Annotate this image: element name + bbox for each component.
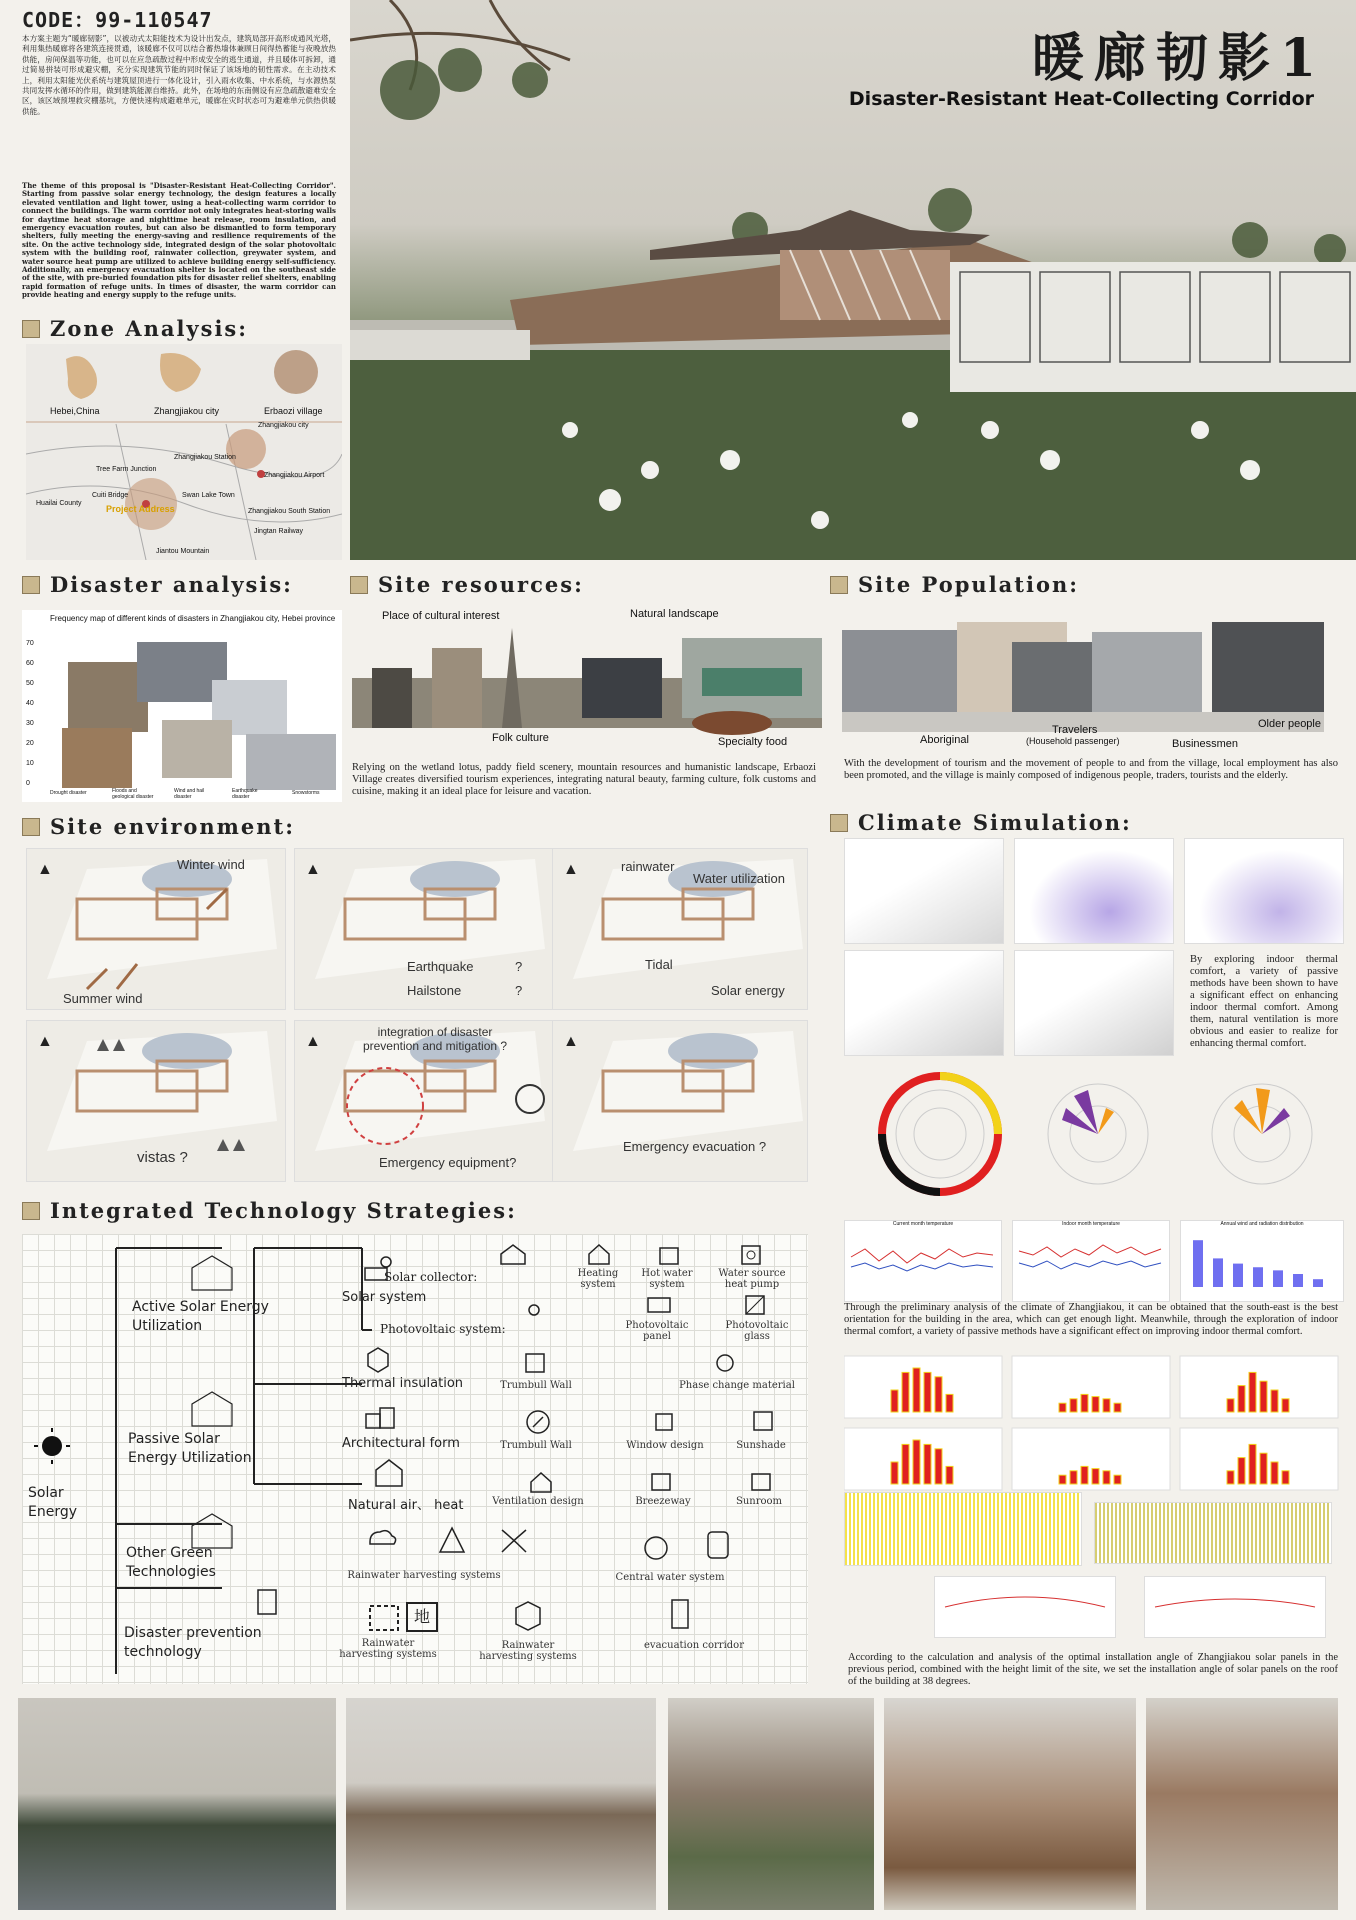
tree-icon bbox=[432, 1524, 472, 1558]
y-tick: 40 bbox=[26, 700, 34, 707]
monthly-bar bbox=[1282, 1471, 1289, 1484]
monthly-bar bbox=[1103, 1471, 1110, 1484]
breezeway-icon bbox=[648, 1470, 674, 1494]
wind-rose-graphic bbox=[844, 1068, 1344, 1202]
disaster-frequency-chart bbox=[22, 610, 342, 802]
label-question: ? bbox=[515, 983, 523, 998]
window-cube-icon bbox=[650, 1408, 678, 1436]
monthly-bar bbox=[946, 1466, 953, 1484]
monthly-bar bbox=[1260, 1453, 1267, 1484]
monthly-bar bbox=[902, 1372, 909, 1412]
angle-line bbox=[1145, 1577, 1325, 1637]
monthly-bar bbox=[1103, 1399, 1110, 1412]
indoor-line-chart bbox=[1012, 1220, 1170, 1302]
site-plan-graphic bbox=[27, 849, 285, 1009]
map-place: Swan Lake Town bbox=[182, 492, 235, 499]
map-project-address: Project Address bbox=[106, 504, 175, 514]
y-tick: 10 bbox=[26, 760, 34, 767]
climate-text-2: Through the preliminary analysis of the climate of Zhangjiakou, it can be obtained that the south-east is the best orientation for the building in the area, which can get enough light. Meanwhile, through the exploration of indoor thermal comfort, a variety of passive methods have a significant effect on improving indoor thermal comfort. bbox=[844, 1302, 1338, 1337]
label-aboriginal: Aboriginal bbox=[920, 734, 969, 746]
angle-line bbox=[935, 1577, 1115, 1637]
map-label-hebei: Hebei,China bbox=[50, 406, 100, 416]
item-phase-change: Phase change material bbox=[679, 1380, 795, 1391]
chart-title: Indoor month temperature bbox=[1062, 1221, 1120, 1227]
label-tidal: Tidal bbox=[645, 957, 673, 972]
phase-change-icon bbox=[712, 1350, 738, 1376]
frame-icon bbox=[366, 1602, 402, 1634]
north-arrow-icon: ▲ bbox=[37, 1033, 53, 1050]
label-folk-culture: Folk culture bbox=[492, 732, 549, 744]
monthly-bar-charts bbox=[844, 1354, 1344, 1494]
radiation-bar bbox=[1253, 1267, 1263, 1287]
radiation-bar-chart bbox=[1180, 1220, 1344, 1302]
item-ventilation-design: Ventilation design bbox=[492, 1496, 584, 1507]
y-tick: 30 bbox=[26, 720, 34, 727]
category-label: Wind and hail disaster bbox=[174, 788, 205, 800]
env-panel-wind bbox=[26, 848, 286, 1010]
env-panel-disaster-integration bbox=[294, 1020, 554, 1182]
item-photovoltaic-glass: Photovoltaic glass bbox=[725, 1320, 789, 1342]
monthly-chart-frame bbox=[1012, 1428, 1170, 1490]
monthly-chart-frame bbox=[1180, 1428, 1338, 1490]
label-thermal-insulation: Thermal insulation bbox=[342, 1376, 464, 1391]
angle-chart bbox=[1144, 1576, 1326, 1638]
tech-root-label: Solar Energy bbox=[28, 1485, 78, 1520]
item-window-design: Window design bbox=[626, 1440, 704, 1451]
label-vistas: vistas ? bbox=[137, 1149, 188, 1166]
item-breezeway: Breezeway bbox=[635, 1496, 691, 1507]
hourly-radiation-chart bbox=[844, 1492, 1082, 1566]
monthly-bar bbox=[1260, 1381, 1267, 1412]
psychro-chart bbox=[1014, 950, 1174, 1056]
sunroom-icon bbox=[748, 1470, 774, 1494]
architecture-blocks-icon bbox=[362, 1400, 402, 1434]
item-sunshade: Sunshade bbox=[736, 1440, 786, 1451]
rendering-corridor bbox=[884, 1698, 1136, 1910]
label-travelers: Travelers bbox=[1052, 724, 1098, 736]
monthly-bar bbox=[1114, 1475, 1121, 1484]
intro-english: The theme of this proposal is "Disaster-Resistant Heat-Collecting Corridor". Starting from passive solar energy technology, the design features a locally elevated ventilation and light tower, using a heat-collecting warm corridor to connect the buildings. The warm corridor not only integrates heat-storing walls for daytime heat storage and nighttime heat release, room insulation, and emergency evacuation routes, but can also be dismantled to form temporary shelters, fully meeting the energy-saving and resilience requirements of the site. On the active technology side, integrated design of the solar photovoltaic system with the building roof, rainwater collection, greywater system, and water source heat pump are utilized to achieve building energy self-sufficiency. Additionally, an emergency evacuation shelter is located on the southeast side of the site, with pre-buried foundation pits for disaster relief shelters, enabling rapid formation of refuge units. In times of disaster, the warm corridor can provide heating and energy supply to the refuge units. bbox=[22, 181, 336, 300]
section-site-resources bbox=[350, 572, 584, 597]
map-place: Zhangjiakou Station bbox=[174, 454, 236, 461]
rain-cloud-icon bbox=[362, 1524, 402, 1558]
monthly-chart-frame bbox=[844, 1356, 1002, 1418]
rendering-detail bbox=[1146, 1698, 1338, 1910]
pv-panel-icon bbox=[644, 1292, 674, 1316]
north-arrow-icon: ▲ bbox=[305, 1033, 321, 1050]
section-zone-analysis bbox=[22, 316, 248, 341]
population-caption: With the development of tourism and the movement of people to and from the village, local employment has also been promoted, and the village is mainly composed of indigenous people, traders, tourists and the elderly. bbox=[844, 758, 1338, 781]
monthly-bar bbox=[1092, 1469, 1099, 1484]
env-panel-evacuation bbox=[552, 1020, 808, 1182]
heat-pump-icon bbox=[738, 1242, 764, 1266]
monthly-bar bbox=[924, 1372, 931, 1412]
monthly-bar bbox=[1249, 1444, 1256, 1484]
monthly-bar bbox=[902, 1444, 909, 1484]
section-title: Site Population: bbox=[858, 572, 1079, 597]
chart-title: Frequency map of different kinds of disasters in Zhangjiakou city, Hebei province bbox=[50, 614, 336, 623]
map-place: Cuiti Bridge bbox=[92, 492, 129, 499]
photo-storm bbox=[246, 734, 336, 790]
line-graphic bbox=[1013, 1227, 1169, 1287]
item-rainwater-harvesting: Rainwater harvesting systems bbox=[347, 1570, 501, 1581]
monthly-bar bbox=[913, 1440, 920, 1484]
radiation-bar bbox=[1233, 1264, 1243, 1287]
psychro-chart bbox=[844, 950, 1004, 1056]
env-panel-water bbox=[552, 848, 808, 1010]
label-household-passenger: (Household passenger) bbox=[1026, 736, 1120, 746]
radiation-bar bbox=[1273, 1270, 1283, 1287]
y-axis-ticks bbox=[26, 640, 46, 790]
category-label: Earthquake disaster bbox=[232, 788, 258, 800]
label-businessmen: Businessmen bbox=[1172, 738, 1239, 750]
natural-ventilation-house-icon bbox=[372, 1456, 406, 1490]
item-photovoltaic-panel: Photovoltaic panel bbox=[625, 1320, 689, 1342]
item-hot-water-system: Hot water system bbox=[641, 1268, 693, 1290]
north-arrow-icon: ▲ bbox=[563, 861, 579, 878]
monthly-bar bbox=[891, 1462, 898, 1484]
section-site-environment bbox=[22, 814, 295, 839]
trumbull-wall-icon bbox=[522, 1350, 548, 1376]
hot-water-icon bbox=[656, 1242, 682, 1266]
label-specialty-food: Specialty food bbox=[718, 736, 788, 748]
monthly-chart-frame bbox=[1012, 1356, 1170, 1418]
document-shield-icon bbox=[252, 1586, 284, 1620]
item-rainwater-harvesting: Rainwater harvesting systems bbox=[479, 1640, 577, 1662]
monthly-chart-frame bbox=[844, 1428, 1002, 1490]
map-label-zhangjiakou: Zhangjiakou city bbox=[154, 406, 220, 416]
item-central-water: Central water system bbox=[615, 1572, 725, 1583]
label-earthquake: Earthquake bbox=[407, 959, 474, 974]
map-place: Zhangjiakou city bbox=[258, 422, 309, 429]
photo-cracked-earth bbox=[62, 728, 132, 788]
label-natural-landscape: Natural landscape bbox=[630, 608, 719, 620]
item-trumbull-wall: Trumbull Wall bbox=[500, 1440, 572, 1451]
label-solar-energy: Solar energy bbox=[711, 983, 785, 998]
category-label: Floods and geological disaster bbox=[112, 788, 154, 800]
psychro-chart bbox=[844, 838, 1004, 944]
section-site-population bbox=[830, 572, 1079, 597]
item-trumbull-wall: Trumbull Wall bbox=[500, 1380, 572, 1391]
section-disaster-analysis bbox=[22, 572, 293, 597]
monthly-bar bbox=[1070, 1471, 1077, 1484]
monthly-chart-frame bbox=[1180, 1356, 1338, 1418]
hourly-charts bbox=[844, 1488, 1344, 1568]
sun-icon bbox=[522, 1298, 546, 1322]
section-title: Site resources: bbox=[378, 572, 584, 597]
label-architectural-form: Architectural form bbox=[342, 1436, 460, 1451]
monthly-bar bbox=[1227, 1399, 1234, 1412]
pv-glass-icon bbox=[742, 1292, 768, 1318]
rendering-aerial bbox=[346, 1698, 656, 1910]
chart-title: Current month temperature bbox=[892, 1221, 954, 1227]
monthly-bar bbox=[1059, 1475, 1066, 1484]
tech-branch-green: Other Green Technologies bbox=[126, 1545, 216, 1580]
section-title: Zone Analysis: bbox=[50, 316, 248, 341]
monthly-bar bbox=[1238, 1458, 1245, 1484]
resources-caption: Relying on the wetland lotus, paddy field scenery, mountain resources and humanistic landscape, Erbaozi Village creates diversified tourism experiences, integrating natural beauty, farming culture, folk customs and cuisine, making it an ideal place for leisure and vacation. bbox=[352, 762, 816, 797]
monthly-bar bbox=[1238, 1386, 1245, 1412]
map-place: Zhangjiakou South Station bbox=[248, 508, 331, 515]
label-cultural-interest: Place of cultural interest bbox=[382, 610, 500, 622]
angle-charts bbox=[844, 1576, 1344, 1640]
compass-icon bbox=[524, 1408, 552, 1436]
ground-glyph-icon: 地 bbox=[406, 1602, 438, 1632]
radiation-bar bbox=[1193, 1240, 1203, 1287]
title-chinese: 暖廊韧影1 bbox=[1031, 28, 1326, 89]
tech-branch-active: Active Solar Energy Utilization bbox=[132, 1299, 269, 1334]
wind-rose-charts bbox=[844, 1068, 1344, 1202]
hourly-radiation-chart bbox=[1094, 1502, 1332, 1564]
north-arrow-icon: ▲ bbox=[305, 861, 321, 878]
item-sunroom: Sunroom bbox=[735, 1496, 783, 1507]
monthly-bar bbox=[935, 1449, 942, 1484]
climate-text-1: By exploring indoor thermal comfort, a variety of passive methods have been shown to have a significant effect on enhancing indoor thermal comfort. Among them, natural ventilation is more obvious and easier to realize for enhancing thermal comfort. bbox=[1190, 954, 1338, 1049]
monthly-bar bbox=[1227, 1471, 1234, 1484]
photo-earthquake bbox=[162, 720, 232, 778]
solar-house-icon bbox=[498, 1242, 528, 1266]
label-water-utilization: Water utilization bbox=[693, 871, 785, 886]
section-title: Integrated Technology Strategies: bbox=[50, 1198, 517, 1223]
label-rainwater: rainwater bbox=[621, 859, 675, 874]
item-water-source-heat-pump: Water source heat pump bbox=[718, 1268, 786, 1290]
monthly-bar bbox=[935, 1377, 942, 1412]
y-tick: 70 bbox=[26, 640, 34, 647]
section-integrated-tech bbox=[22, 1198, 517, 1223]
line-graphic bbox=[845, 1227, 1001, 1287]
section-title: Disaster analysis: bbox=[50, 572, 293, 597]
ventilation-icon bbox=[528, 1470, 554, 1494]
label-winter-wind: Winter wind bbox=[177, 857, 245, 872]
monthly-bar bbox=[1114, 1403, 1121, 1412]
section-climate-simulation bbox=[830, 810, 1132, 835]
monthly-bar bbox=[1092, 1397, 1099, 1412]
y-tick: 0 bbox=[26, 780, 30, 787]
dna-icon bbox=[494, 1524, 534, 1558]
psychro-chart bbox=[1014, 838, 1174, 944]
water-drop-icon bbox=[640, 1532, 672, 1564]
tech-branch-disaster: Disaster prevention technology bbox=[124, 1625, 262, 1660]
psychro-chart bbox=[1184, 838, 1344, 944]
monthly-bars-graphic bbox=[844, 1354, 1344, 1494]
map-place: Zhangjiakou Airport bbox=[264, 472, 325, 479]
monthly-bar bbox=[1081, 1466, 1088, 1484]
insulation-cubes-icon bbox=[362, 1340, 402, 1374]
monthly-bar bbox=[1059, 1403, 1066, 1412]
y-tick: 20 bbox=[26, 740, 34, 747]
map-label-erbaozi: Erbaozi village bbox=[264, 406, 323, 416]
label-natural-air-heat: Natural air、 heat bbox=[348, 1498, 464, 1513]
site-plan-graphic bbox=[553, 1021, 807, 1181]
category-label: Snowstorms bbox=[292, 790, 320, 796]
zone-maps bbox=[26, 344, 342, 560]
radiation-bar bbox=[1293, 1274, 1303, 1287]
label-older-people: Older people bbox=[1258, 718, 1321, 730]
y-tick: 60 bbox=[26, 660, 34, 667]
radiation-bar bbox=[1213, 1258, 1223, 1287]
map-place: Huailai County bbox=[36, 500, 82, 507]
label-summer-wind: Summer wind bbox=[63, 991, 143, 1006]
bar-graphic bbox=[1181, 1227, 1343, 1293]
project-code: CODE：99-110547 bbox=[22, 8, 213, 32]
angle-chart bbox=[934, 1576, 1116, 1638]
label-question: ? bbox=[515, 959, 523, 974]
chart-title: Annual wind and radiation distribution bbox=[1220, 1221, 1304, 1227]
label-emergency-equipment: Emergency equipment? bbox=[379, 1155, 517, 1170]
monthly-bar bbox=[1271, 1462, 1278, 1484]
section-title: Site environment: bbox=[50, 814, 295, 839]
line-and-bar-charts bbox=[844, 1220, 1344, 1302]
sunshade-icon bbox=[750, 1408, 776, 1434]
item-rainwater-harvesting: Rainwater harvesting systems bbox=[339, 1638, 437, 1660]
water-tank-icon bbox=[702, 1528, 734, 1562]
category-label: Drought disaster bbox=[50, 790, 87, 796]
rendering-lakeside bbox=[18, 1698, 336, 1910]
title-english: Disaster-Resistant Heat-Collecting Corridor bbox=[848, 88, 1314, 110]
monthly-bar bbox=[1070, 1399, 1077, 1412]
item-evacuation-corridor: evacuation corridor bbox=[644, 1640, 744, 1651]
shelter-cube-icon bbox=[510, 1596, 546, 1632]
solar-panel-icon bbox=[362, 1254, 396, 1284]
monthly-bar bbox=[891, 1390, 898, 1412]
env-panel-hazards bbox=[294, 848, 554, 1010]
tech-diagram bbox=[22, 1234, 808, 1684]
population-collage bbox=[842, 612, 1324, 754]
exit-door-icon bbox=[664, 1596, 694, 1632]
label-hailstone: Hailstone bbox=[407, 983, 462, 998]
north-arrow-icon: ▲ bbox=[37, 861, 53, 878]
monthly-bar bbox=[1282, 1399, 1289, 1412]
label-integration: integration of disaster prevention and mitigation ? bbox=[362, 1025, 508, 1053]
section-title: Climate Simulation: bbox=[858, 810, 1132, 835]
map-place: Tree Farm Junction bbox=[96, 466, 157, 473]
label-solar-collector: Solar collector: bbox=[384, 1270, 478, 1284]
map-place: Jiantou Mountain bbox=[156, 548, 210, 555]
monthly-bar bbox=[913, 1368, 920, 1412]
monthly-bar bbox=[1081, 1394, 1088, 1412]
monthly-bar bbox=[924, 1444, 931, 1484]
monthly-bar bbox=[946, 1394, 953, 1412]
item-heating-system: Heating system bbox=[577, 1268, 619, 1290]
resources-collage bbox=[352, 608, 822, 758]
intro-chinese: 本方案主题为“暖廊韧影”，以被动式太阳能技术为设计出发点，建筑局部开高形成通风光塔，利用集热暖廊将各建筑连接贯通，该暖廊不仅可以结合蓄热墙体兼顾日间得热蓄能与夜晚放热供能，房间保温等功能，也可以在应急疏散过程中形成安全的逃生通道，并且暖体可拆卸，通过简易拼装可形成避灾棚，充分实现建筑节能的同时保证了该场地的韧性需求。在主动技术上，利用太阳能光伏系统与建筑屋顶进行一体化设计，引入雨水收集、中水系统，与水源热泵共同发挥水循环的作用，做到建筑能源自维持。此外，在场地的东南侧设有应急疏散避难安全区，该区域预埋救灾棚基坑，方便快速构成避难单元，暖廊在灾时状态可为避难单元供热供暖供能。 bbox=[22, 34, 336, 116]
temperature-line-chart bbox=[844, 1220, 1002, 1302]
rendering-street bbox=[668, 1698, 874, 1910]
env-panel-vistas bbox=[26, 1020, 286, 1182]
climate-text-3: According to the calculation and analysis of the optimal installation angle of Zhangjiakou solar panels in the previous period, combined with the height limit of the site, we set the installation angle of solar panels on the roof of the building at 38 degrees. bbox=[848, 1652, 1338, 1687]
monthly-bar bbox=[1271, 1390, 1278, 1412]
heating-house-icon bbox=[586, 1242, 612, 1266]
y-tick: 50 bbox=[26, 680, 34, 687]
north-arrow-icon: ▲ bbox=[563, 1033, 579, 1050]
label-solar-system: Solar system bbox=[342, 1290, 427, 1305]
label-photovoltaic: Photovoltaic system: bbox=[380, 1322, 506, 1336]
map-place: Jingtan Railway bbox=[254, 528, 304, 535]
tech-branch-passive: Passive Solar Energy Utilization bbox=[128, 1431, 252, 1466]
photo-drought bbox=[68, 662, 148, 732]
radiation-bar bbox=[1313, 1279, 1323, 1287]
label-emergency-evacuation: Emergency evacuation ? bbox=[623, 1139, 767, 1154]
monthly-bar bbox=[1249, 1372, 1256, 1412]
